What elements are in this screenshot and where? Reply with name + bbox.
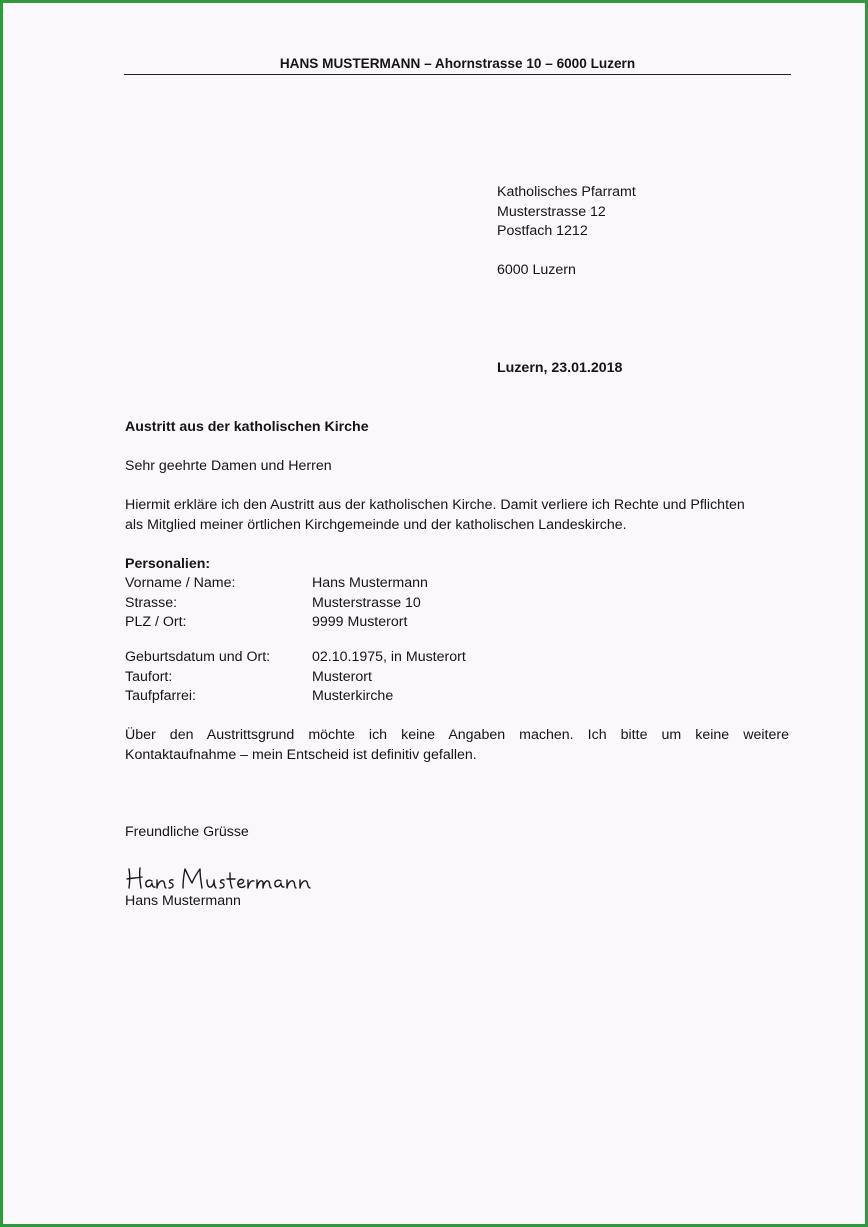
personalien-label: Vorname / Name: [125, 575, 236, 591]
salutation: Sehr geehrte Damen und Herren [125, 458, 332, 474]
personalien-value: 9999 Musterort [312, 614, 408, 631]
personalien-table-2 [125, 648, 612, 707]
body-paragraph [125, 496, 789, 535]
recipient-line: Musterstrasse 12 [497, 203, 606, 220]
letter-date: Luzern, 23.01.2018 [497, 360, 623, 376]
personalien-label: Geburtsdatum und Ort: [125, 649, 271, 665]
personalien-value: Musterkirche [312, 688, 394, 705]
personalien-value: Hans Mustermann [312, 575, 428, 591]
personalien-label: PLZ / Ort: [125, 614, 187, 631]
personalien-table [125, 574, 612, 633]
personalien-title: Personalien: [125, 556, 211, 572]
personalien-value: 02.10.1975, in Musterort [312, 649, 466, 665]
body-line: als Mitglied meiner örtlichen Kirchgemeinde und der katholischen Landeskirche. [125, 516, 627, 533]
closing-phrase: Freundliche Grüsse [125, 824, 249, 840]
reason-line: Über den Austrittsgrund möchte ich keine Angaben machen. Ich bitte um keine weitere [125, 727, 789, 743]
reason-line: Kontaktaufnahme – mein Entscheid ist definitiv gefallen. [125, 746, 477, 763]
personalien-label: Strasse: [125, 594, 178, 611]
personalien-label: Taufpfarrei: [125, 688, 196, 705]
header-divider [124, 74, 791, 75]
recipient-line: Postfach 1212 [497, 223, 588, 240]
letter-subject: Austritt aus der katholischen Kirche [125, 419, 369, 435]
signer-name: Hans Mustermann [125, 893, 241, 909]
body-line: Hiermit erkläre ich den Austritt aus der katholischen Kirche. Damit verliere ich Rechte und Pflichten [125, 497, 745, 513]
personalien-value: Musterort [312, 668, 372, 685]
handwritten-signature [126, 861, 336, 895]
recipient-address [497, 183, 636, 281]
personalien-label: Taufort: [125, 668, 173, 685]
sender-header: HANS MUSTERMANN – Ahornstrasse 10 – 6000 Luzern [279, 56, 636, 71]
personalien-value: Musterstrasse 10 [312, 594, 421, 611]
recipient-line: Katholisches Pfarramt [497, 184, 636, 200]
recipient-line: 6000 Luzern [497, 262, 576, 279]
reason-paragraph [125, 726, 789, 765]
